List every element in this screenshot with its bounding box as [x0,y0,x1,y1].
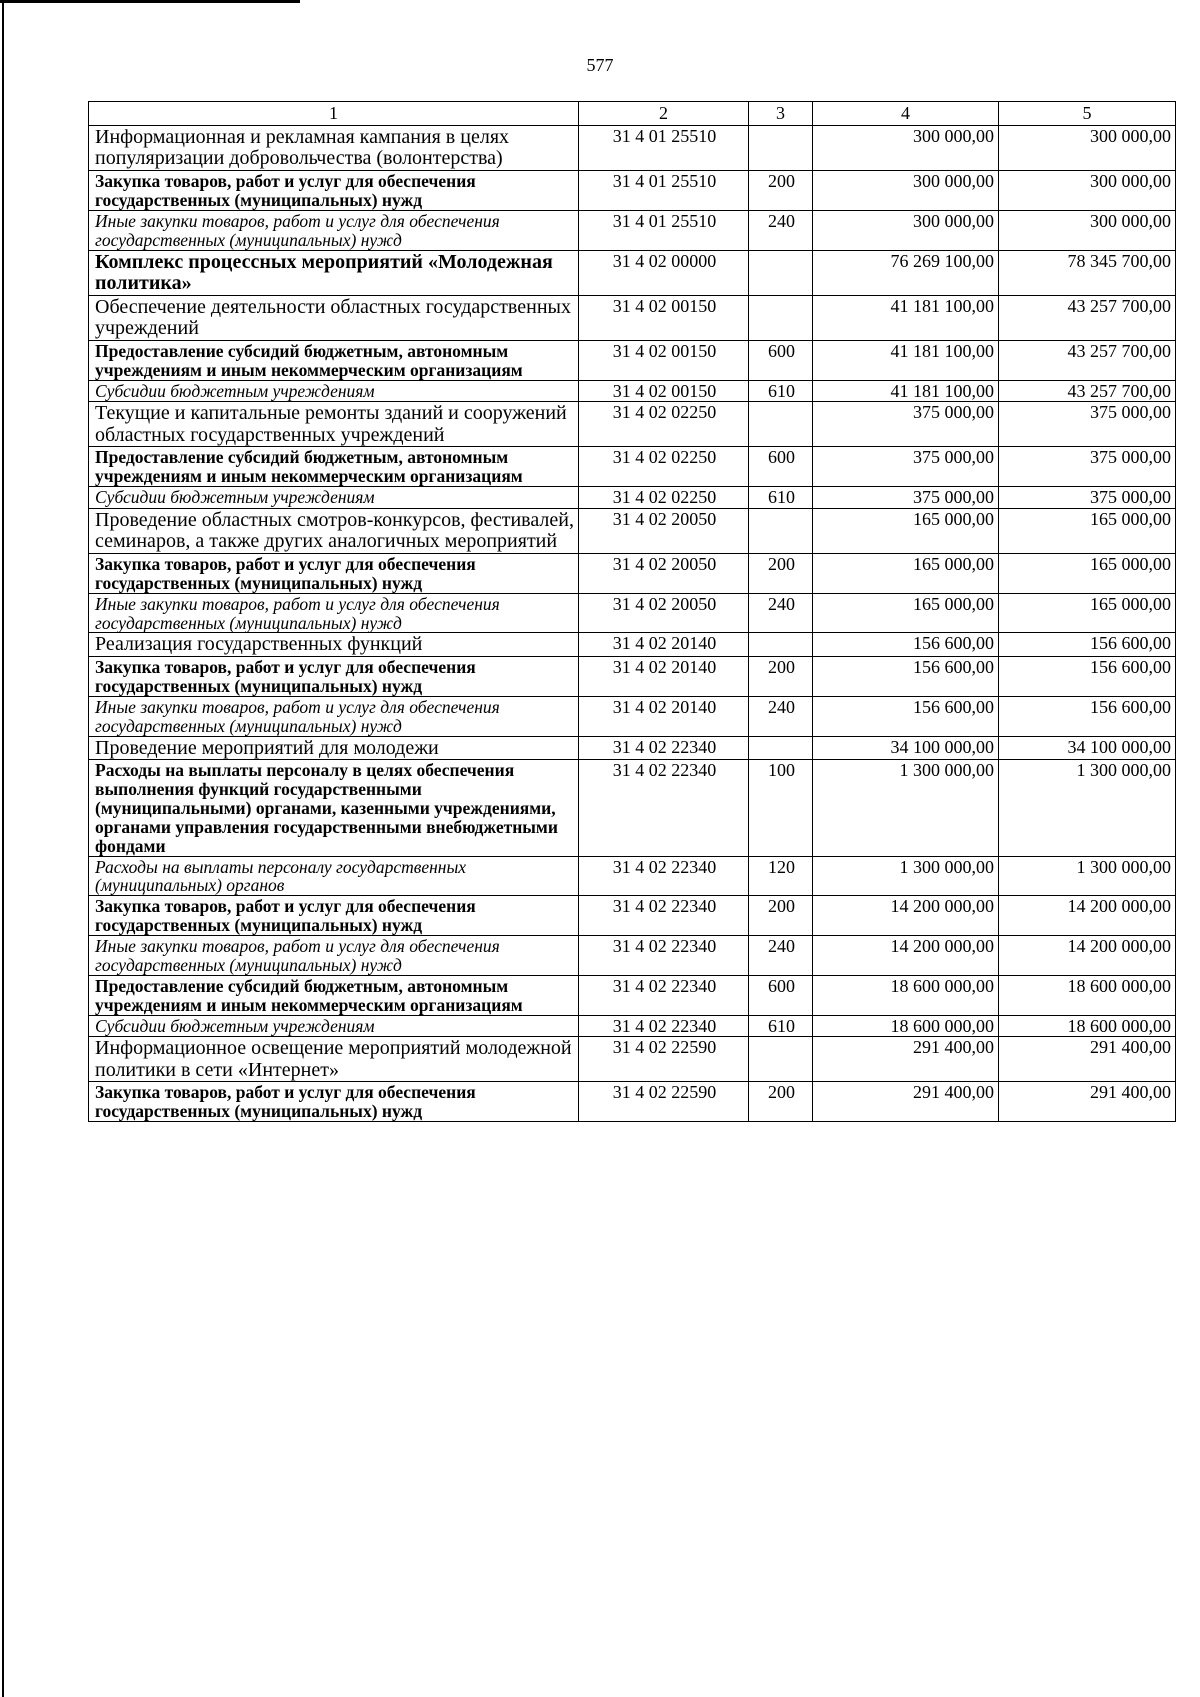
row-name: Обеспечение деятельности областных государственных учреждений [89,295,579,340]
row-amount-year-1: 1 300 000,00 [813,760,999,856]
row-code: 31 4 02 20050 [579,593,749,633]
row-name: Предоставление субсидий бюджетным, автономным учреждениям и иным некоммерческим организациям [89,447,579,487]
header-col-3: 3 [749,102,813,126]
row-name: Закупка товаров, работ и услуг для обеспечения государственных (муниципальных) нужд [89,656,579,696]
table-row [89,975,1176,1015]
row-name: Иные закупки товаров, работ и услуг для обеспечения государственных (муниципальных) нужд [89,696,579,736]
row-amount-year-2: 291 400,00 [999,1082,1176,1122]
table-row [89,171,1176,211]
row-amount-year-1: 165 000,00 [813,593,999,633]
table-header-row [89,102,1176,126]
row-expense-type: 200 [749,553,813,593]
table-row [89,380,1176,401]
row-code: 31 4 02 20140 [579,633,749,657]
row-name: Проведение мероприятий для молодежи [89,736,579,760]
row-amount-year-1: 291 400,00 [813,1037,999,1082]
table-row [89,656,1176,696]
row-code: 31 4 02 02250 [579,402,749,447]
row-amount-year-2: 375 000,00 [999,447,1176,487]
row-amount-year-1: 41 181 100,00 [813,295,999,340]
row-name: Информационное освещение мероприятий молодежной политики в сети «Интернет» [89,1037,579,1082]
row-name: Иные закупки товаров, работ и услуг для обеспечения государственных (муниципальных) нужд [89,593,579,633]
row-expense-type [749,125,813,170]
row-code: 31 4 02 22590 [579,1037,749,1082]
row-amount-year-2: 165 000,00 [999,508,1176,553]
row-expense-type: 610 [749,1015,813,1036]
row-amount-year-1: 300 000,00 [813,125,999,170]
row-amount-year-1: 41 181 100,00 [813,380,999,401]
table-row [89,1015,1176,1036]
header-col-5: 5 [999,102,1176,126]
row-code: 31 4 02 00000 [579,250,749,295]
table-row [89,553,1176,593]
row-amount-year-2: 156 600,00 [999,696,1176,736]
row-expense-type: 610 [749,380,813,401]
row-amount-year-1: 156 600,00 [813,656,999,696]
row-amount-year-2: 165 000,00 [999,553,1176,593]
table-row [89,936,1176,976]
row-amount-year-1: 41 181 100,00 [813,341,999,381]
row-amount-year-1: 300 000,00 [813,171,999,211]
row-code: 31 4 02 02250 [579,447,749,487]
row-name: Предоставление субсидий бюджетным, автономным учреждениям и иным некоммерческим организациям [89,341,579,381]
row-name: Иные закупки товаров, работ и услуг для обеспечения государственных (муниципальных) нужд [89,936,579,976]
row-expense-type: 600 [749,447,813,487]
row-amount-year-1: 300 000,00 [813,210,999,250]
row-name: Расходы на выплаты персоналу в целях обеспечения выполнения функций государственными (муниципальными) органами, казенными учреждениями, органами управления государственными внебюджетными фондами [89,760,579,856]
row-expense-type: 240 [749,593,813,633]
row-code: 31 4 02 20140 [579,656,749,696]
row-amount-year-1: 165 000,00 [813,553,999,593]
budget-table-body [89,102,1176,1122]
row-amount-year-2: 156 600,00 [999,656,1176,696]
row-name: Субсидии бюджетным учреждениям [89,1015,579,1036]
table-row [89,633,1176,657]
row-amount-year-2: 18 600 000,00 [999,975,1176,1015]
table-row [89,210,1176,250]
row-expense-type [749,402,813,447]
row-amount-year-1: 76 269 100,00 [813,250,999,295]
row-amount-year-1: 156 600,00 [813,696,999,736]
scan-edge-top [0,0,300,3]
row-code: 31 4 02 02250 [579,487,749,508]
row-expense-type: 200 [749,1082,813,1122]
row-code: 31 4 02 22340 [579,896,749,936]
row-amount-year-1: 156 600,00 [813,633,999,657]
row-code: 31 4 02 22340 [579,1015,749,1036]
row-amount-year-1: 18 600 000,00 [813,975,999,1015]
row-amount-year-1: 165 000,00 [813,508,999,553]
row-code: 31 4 01 25510 [579,171,749,211]
row-amount-year-1: 375 000,00 [813,402,999,447]
table-row [89,593,1176,633]
row-name: Субсидии бюджетным учреждениям [89,380,579,401]
row-code: 31 4 02 22590 [579,1082,749,1122]
row-code: 31 4 02 20050 [579,508,749,553]
row-name: Реализация государственных функций [89,633,579,657]
row-amount-year-2: 43 257 700,00 [999,380,1176,401]
row-expense-type: 240 [749,696,813,736]
row-amount-year-2: 156 600,00 [999,633,1176,657]
row-amount-year-2: 1 300 000,00 [999,856,1176,896]
row-code: 31 4 02 00150 [579,295,749,340]
row-name: Закупка товаров, работ и услуг для обеспечения государственных (муниципальных) нужд [89,896,579,936]
row-name: Закупка товаров, работ и услуг для обеспечения государственных (муниципальных) нужд [89,1082,579,1122]
header-col-4: 4 [813,102,999,126]
row-expense-type: 610 [749,487,813,508]
table-row [89,125,1176,170]
table-row [89,1082,1176,1122]
table-row [89,250,1176,295]
row-amount-year-2: 34 100 000,00 [999,736,1176,760]
row-code: 31 4 01 25510 [579,210,749,250]
row-expense-type: 240 [749,936,813,976]
row-name: Проведение областных смотров-конкурсов, фестивалей, семинаров, а также других аналогичных мероприятий [89,508,579,553]
table-row [89,760,1176,856]
row-expense-type: 200 [749,656,813,696]
row-name: Закупка товаров, работ и услуг для обеспечения государственных (муниципальных) нужд [89,171,579,211]
table-row [89,1037,1176,1082]
row-expense-type: 240 [749,210,813,250]
row-amount-year-1: 14 200 000,00 [813,936,999,976]
table-row [89,736,1176,760]
row-expense-type [749,736,813,760]
row-amount-year-2: 300 000,00 [999,210,1176,250]
table-row [89,402,1176,447]
table-row [89,341,1176,381]
row-name: Расходы на выплаты персоналу государственных (муниципальных) органов [89,856,579,896]
row-amount-year-1: 375 000,00 [813,447,999,487]
row-expense-type [749,1037,813,1082]
row-code: 31 4 01 25510 [579,125,749,170]
row-expense-type: 120 [749,856,813,896]
row-code: 31 4 02 22340 [579,975,749,1015]
budget-table [88,101,1176,1122]
row-amount-year-1: 14 200 000,00 [813,896,999,936]
row-expense-type: 200 [749,896,813,936]
table-row [89,487,1176,508]
table-row [89,295,1176,340]
row-amount-year-2: 375 000,00 [999,402,1176,447]
row-expense-type [749,633,813,657]
row-code: 31 4 02 22340 [579,760,749,856]
table-row [89,508,1176,553]
row-name: Текущие и капитальные ремонты зданий и сооружений областных государственных учреждений [89,402,579,447]
row-expense-type: 600 [749,975,813,1015]
row-expense-type [749,250,813,295]
row-code: 31 4 02 22340 [579,736,749,760]
row-amount-year-2: 300 000,00 [999,125,1176,170]
row-code: 31 4 02 00150 [579,341,749,381]
header-col-2: 2 [579,102,749,126]
row-amount-year-1: 1 300 000,00 [813,856,999,896]
row-amount-year-2: 300 000,00 [999,171,1176,211]
row-expense-type: 200 [749,171,813,211]
row-amount-year-2: 291 400,00 [999,1037,1176,1082]
row-name: Иные закупки товаров, работ и услуг для обеспечения государственных (муниципальных) нужд [89,210,579,250]
row-expense-type: 100 [749,760,813,856]
row-name: Комплекс процессных мероприятий «Молодежная политика» [89,250,579,295]
row-expense-type [749,508,813,553]
row-amount-year-2: 14 200 000,00 [999,896,1176,936]
row-code: 31 4 02 20050 [579,553,749,593]
row-amount-year-1: 375 000,00 [813,487,999,508]
row-amount-year-1: 18 600 000,00 [813,1015,999,1036]
row-amount-year-2: 43 257 700,00 [999,295,1176,340]
table-row [89,856,1176,896]
row-amount-year-2: 165 000,00 [999,593,1176,633]
row-name: Субсидии бюджетным учреждениям [89,487,579,508]
row-code: 31 4 02 20140 [579,696,749,736]
row-amount-year-1: 34 100 000,00 [813,736,999,760]
row-amount-year-1: 291 400,00 [813,1082,999,1122]
header-col-1: 1 [89,102,579,126]
page-number: 577 [586,55,614,75]
table-row [89,447,1176,487]
row-name: Закупка товаров, работ и услуг для обеспечения государственных (муниципальных) нужд [89,553,579,593]
row-expense-type: 600 [749,341,813,381]
row-code: 31 4 02 00150 [579,380,749,401]
row-amount-year-2: 1 300 000,00 [999,760,1176,856]
table-row [89,696,1176,736]
row-amount-year-2: 375 000,00 [999,487,1176,508]
row-name: Предоставление субсидий бюджетным, автономным учреждениям и иным некоммерческим организациям [89,975,579,1015]
table-row [89,896,1176,936]
row-expense-type [749,295,813,340]
scan-edge-left [2,0,4,1697]
row-name: Информационная и рекламная кампания в целях популяризации добровольчества (волонтерства) [89,125,579,170]
row-code: 31 4 02 22340 [579,936,749,976]
row-amount-year-2: 18 600 000,00 [999,1015,1176,1036]
row-amount-year-2: 78 345 700,00 [999,250,1176,295]
row-amount-year-2: 43 257 700,00 [999,341,1176,381]
row-amount-year-2: 14 200 000,00 [999,936,1176,976]
row-code: 31 4 02 22340 [579,856,749,896]
